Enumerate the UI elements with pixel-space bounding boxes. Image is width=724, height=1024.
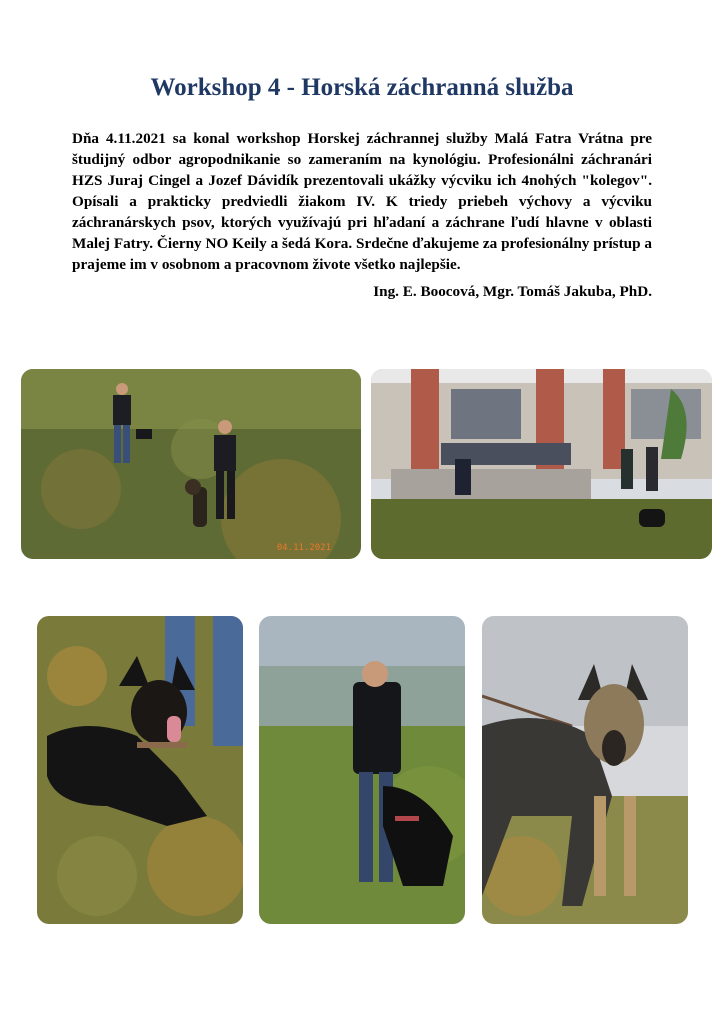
photo-school-building [371, 369, 712, 559]
photo-date-stamp: 04.11.2021 [276, 543, 331, 553]
photo-grey-dog-standing [482, 616, 688, 924]
author-signature: Ing. E. Boocová, Mgr. Tomáš Jakuba, PhD. [373, 283, 652, 300]
photo-handler-with-dog [259, 616, 465, 924]
photo-black-dog-lying [37, 616, 243, 924]
photo-field-training [21, 369, 361, 559]
page-title: Workshop 4 - Horská záchranná služba [150, 74, 574, 101]
article-paragraph: Dňa 4.11.2021 sa konal workshop Horskej záchrannej služby Malá Fatra Vrátna pre študijný odbor agropodnikanie so zameraním na kynológiu. Profesionálni záchranári HZS Juraj Cingel a Jozef Dávidík prezentovali ukážky výcviku ich 4nohých "kolegov". Opísali a prakticky predviedli žiakom IV. K triedy priebeh výchovy a výcviku záchranárskych psov, ktorých využívajú pri hľadaní a záchrane ľudí hlavne v oblasti Malej Fatry. Čierny NO Keily a šedá Kora. Srdečne ďakujeme za profesionálny prístup a prajeme im v osobnom a pracovnom živote všetko najlepšie. [72, 130, 652, 273]
